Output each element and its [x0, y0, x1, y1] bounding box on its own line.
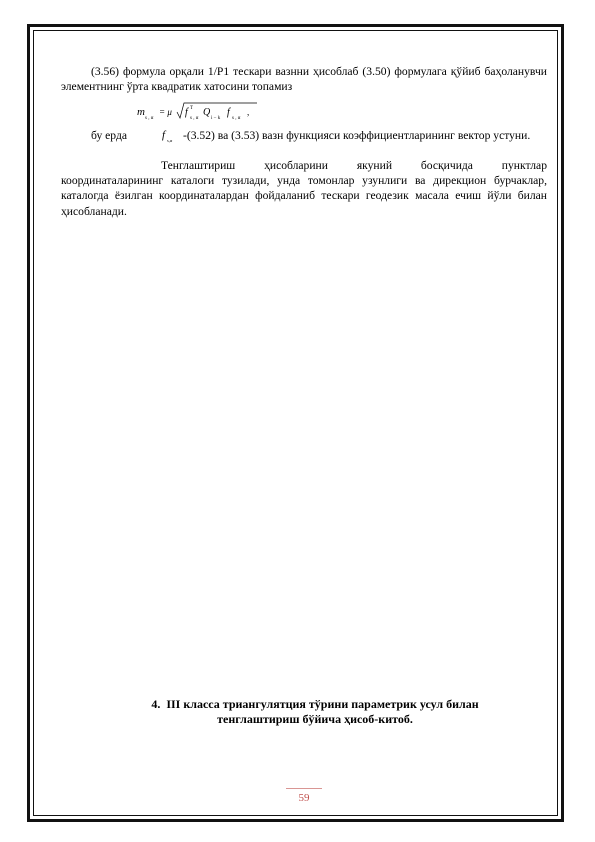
section-heading	[100, 697, 530, 727]
formula-mu: = μ	[159, 107, 172, 117]
page-number: 59	[286, 788, 322, 804]
heading-number: 4.	[151, 697, 161, 711]
formula-f2: f	[227, 107, 230, 118]
formula-f: f	[185, 107, 188, 118]
vector-f-symbol	[131, 127, 177, 147]
paragraph-3: Тенглаштириш ҳисобларини якуний босқичида пунктлар координаталарининг каталоги тузилади, унда томонлар узунлиги ва дирекцион бурчаклар, каталогда ёзилган координаталардан фойдаланиб тескари геодезик масала ечиш йўли билан ҳисобланади.	[61, 159, 547, 218]
paragraph-2-prefix: бу ерда	[91, 129, 127, 142]
heading-line-1: III класса триангулятция тўрини параметрик усул билан	[166, 697, 479, 711]
formula-comma: ,	[247, 107, 250, 117]
formula-f-sub: s , α	[190, 116, 199, 121]
formula-Q-sub: i − k	[211, 116, 221, 121]
svg-text:s,α: s,α	[167, 138, 173, 143]
paragraph-2-suffix: -(3.52) ва (3.53) вазн функцияси коэффициентларининг вектор устуни.	[183, 129, 531, 142]
formula-f2-sub: s , α	[232, 116, 241, 121]
formula-f-sup: T	[190, 106, 194, 111]
formula-lhs: m	[137, 106, 145, 118]
paragraph-2	[61, 127, 547, 147]
paragraph-1: (3.56) формула орқали 1/P1 тескари вазнни ҳисоблаб (3.50) формулага қўйиб баҳоланувчи элементнинг ўрта квадратик хатосини топамиз	[61, 65, 547, 94]
formula-Q: Q	[203, 107, 211, 118]
formula-rms-error	[137, 100, 297, 122]
heading-line-2: тенглаштириш бўйича ҳисоб-китоб.	[217, 712, 413, 726]
svg-text:f: f	[162, 129, 166, 141]
formula-lhs-sub: s , α	[145, 116, 154, 121]
